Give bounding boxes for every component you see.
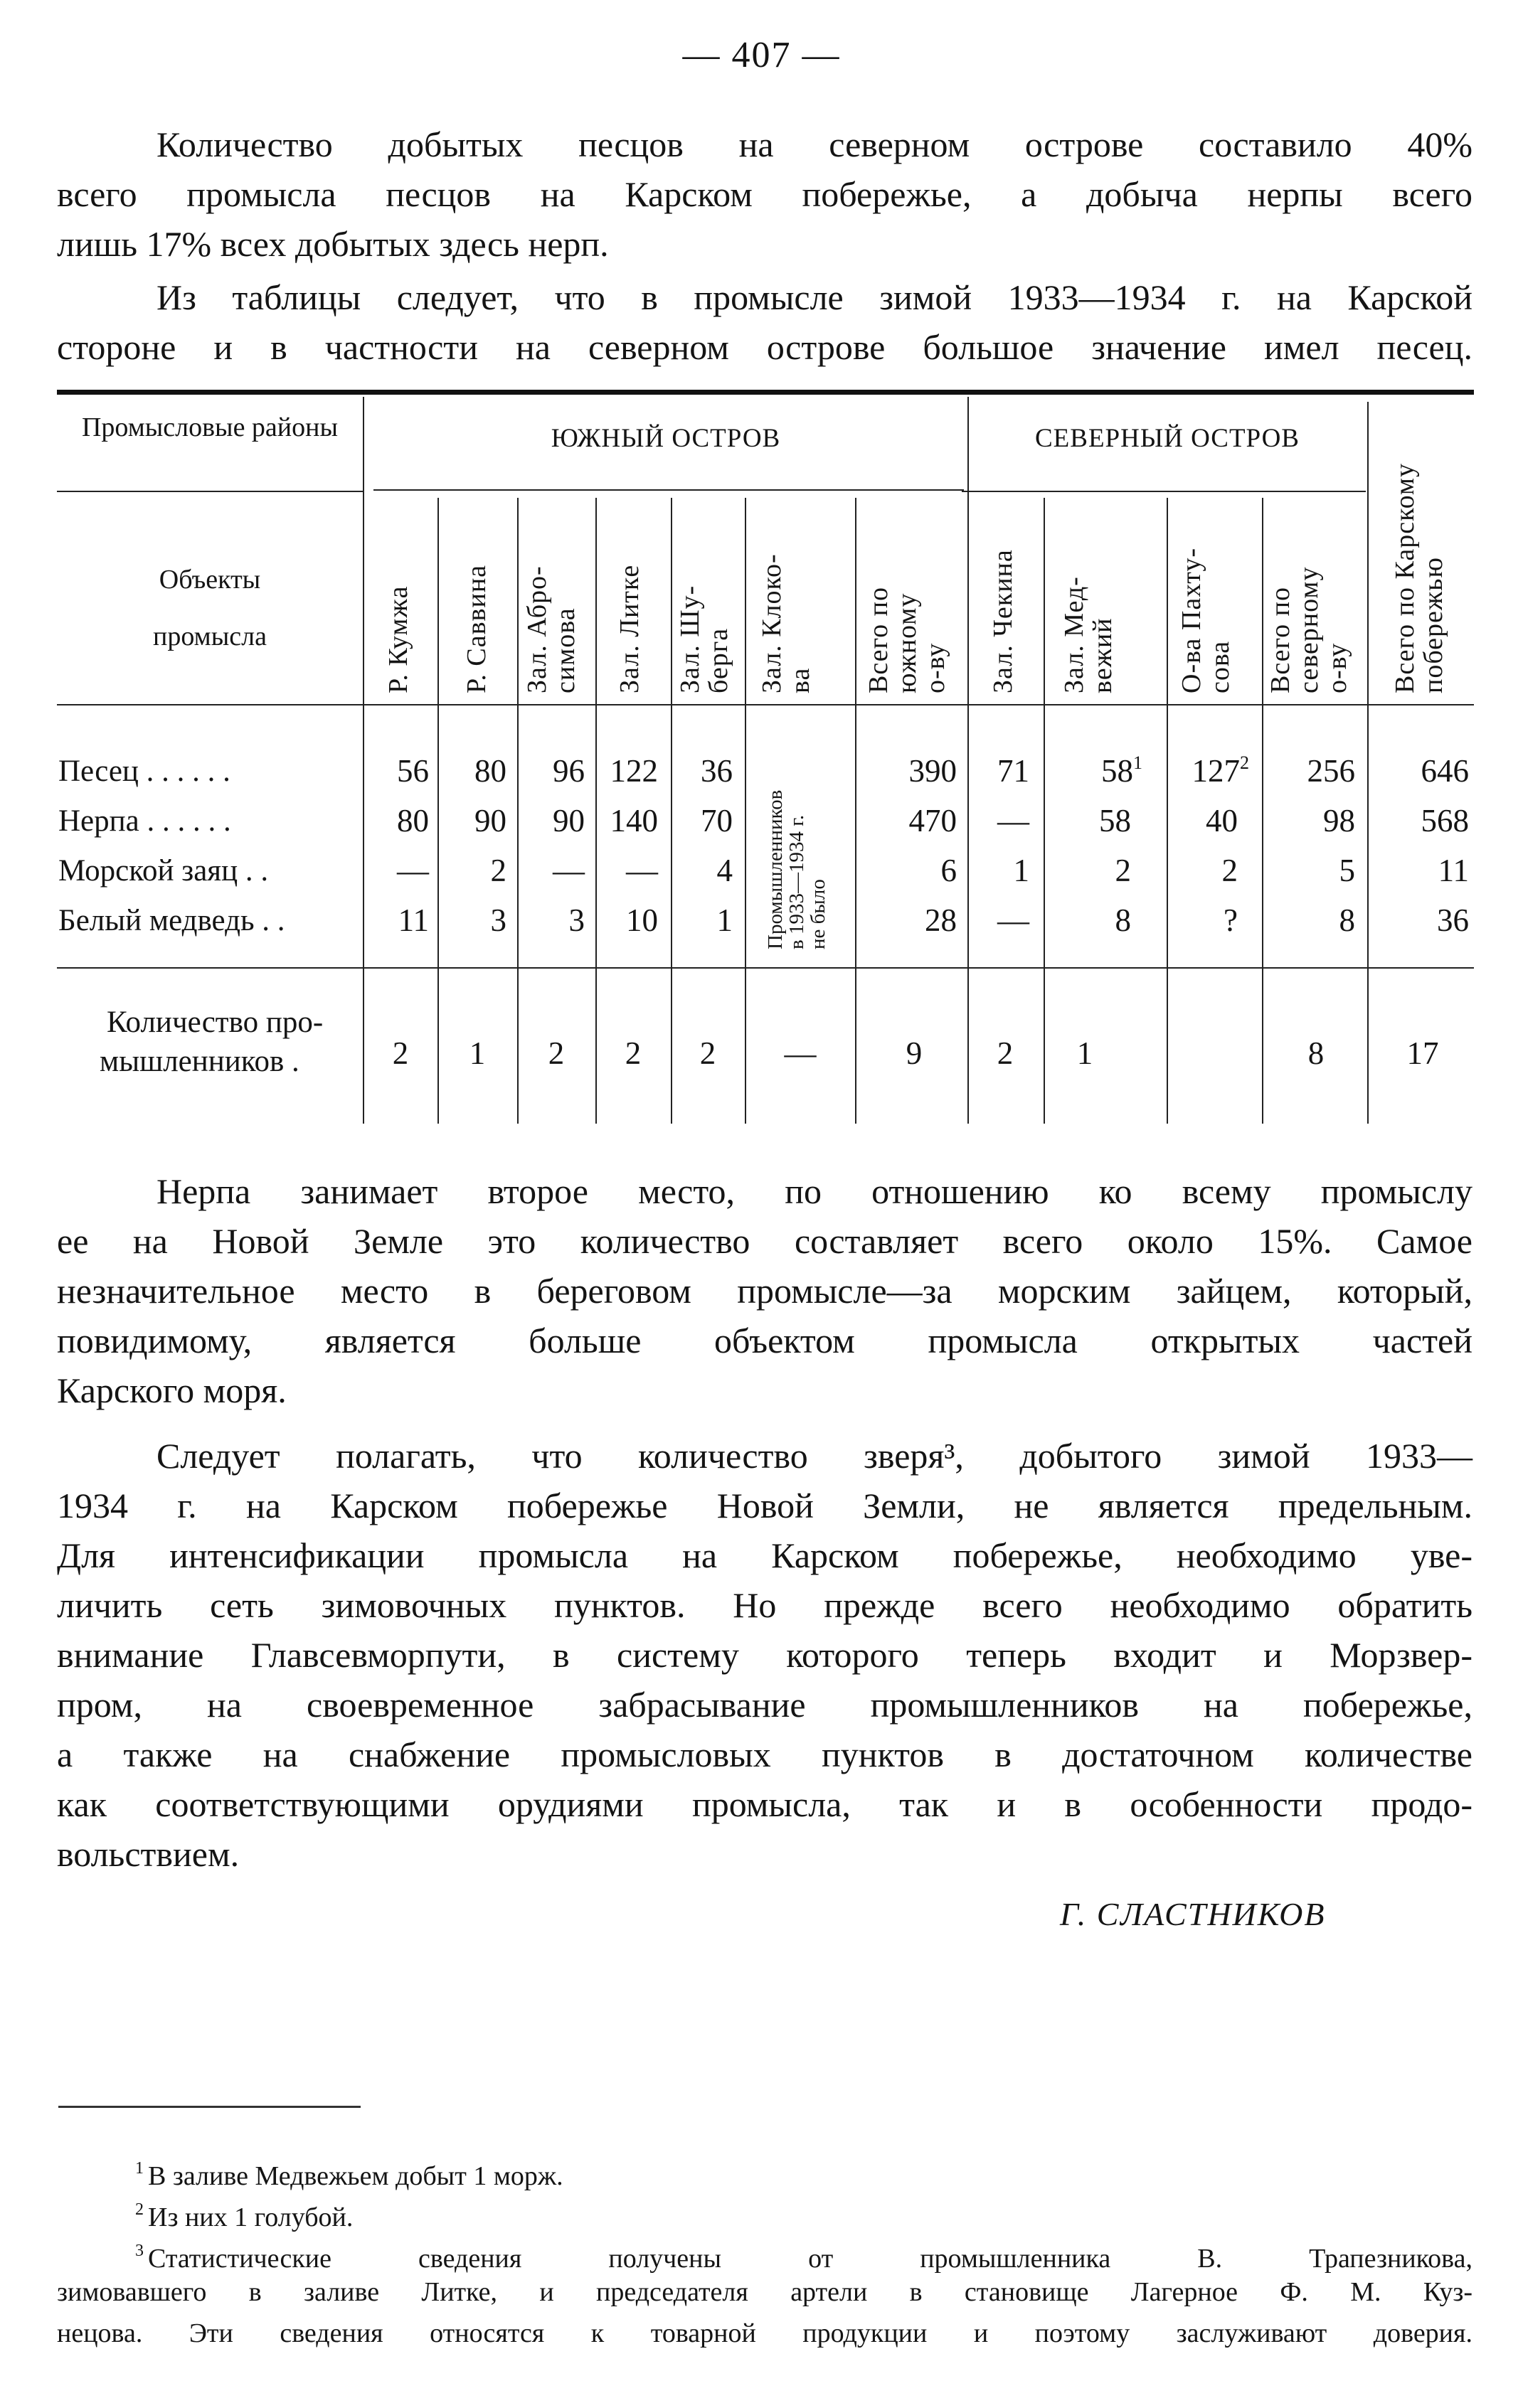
column-header	[384, 585, 413, 693]
cell-value: 5	[1339, 853, 1355, 888]
south-group-divider	[373, 489, 964, 491]
cell-value: 80	[397, 803, 429, 838]
cell-value: —	[553, 853, 585, 888]
hunters-cell: 1	[1076, 1035, 1093, 1071]
column-header-line: южному	[892, 592, 922, 693]
corner-divider	[57, 491, 363, 492]
table-cell	[1384, 752, 1469, 789]
footnote-1	[57, 2148, 1472, 2189]
table-cell	[499, 752, 585, 789]
page-number: — 407 —	[682, 35, 841, 75]
cell-value: 96	[553, 753, 585, 789]
table-cell	[1270, 752, 1355, 789]
column-header	[615, 565, 644, 693]
column-header	[758, 553, 814, 693]
text-line: незначительное место в береговом промысле—за морским зайцем, который,	[57, 1271, 1472, 1311]
cell-value: 58	[1101, 753, 1133, 789]
hunters-cell: 9	[906, 1035, 923, 1071]
cell-value: 6	[940, 853, 957, 888]
column-divider	[1262, 498, 1263, 1124]
table-cell	[573, 902, 658, 939]
table-cell	[573, 752, 658, 789]
text-line: Количество добытых песцов на северном острове составило 40%	[156, 124, 1472, 164]
cell-value: 10	[626, 902, 658, 938]
column-header-line: ва	[785, 667, 815, 693]
column-header-line: побережью	[1418, 557, 1448, 693]
column-divider	[1044, 498, 1045, 1124]
hunters-cell: 2	[997, 1035, 1014, 1071]
column-header-line: симова	[551, 607, 580, 693]
hunters-cell: —	[784, 1035, 817, 1071]
cell-value: 36	[1437, 902, 1469, 938]
hunters-cell: 1	[469, 1035, 486, 1071]
table-cell	[1384, 802, 1469, 839]
paragraph-1	[57, 119, 1472, 269]
column-header	[1177, 548, 1234, 693]
table-cell	[344, 902, 429, 939]
note-line: в 1933—1934 г.	[785, 814, 808, 949]
table-cell	[573, 802, 658, 839]
column-header-line: Зал. Абро-	[522, 565, 552, 693]
footnotes	[57, 2148, 1472, 2354]
column-header-line: Р. Кумжа	[383, 585, 413, 693]
hunters-row-label	[100, 1003, 323, 1081]
table-cell	[344, 852, 429, 889]
paragraph-4	[57, 1431, 1472, 1879]
footnote-text: Статистические сведения получены от промышленника В. Трапезникова,	[148, 2244, 1472, 2274]
cell-value: 56	[397, 753, 429, 789]
hunters-cell: 8	[1307, 1035, 1325, 1071]
cell-value: 28	[925, 902, 957, 938]
column-header	[1060, 576, 1117, 693]
text-line: как соответствующими орудиями промысла, так и в особенности продо-	[57, 1784, 1472, 1824]
label-line: мышленников .	[100, 1045, 299, 1078]
footnote-ref: 2	[1240, 752, 1249, 773]
note-line: не было	[807, 879, 829, 949]
text-line: лишь 17% всех добытых здесь нерп.	[57, 224, 609, 264]
cell-value: 36	[701, 753, 733, 789]
cell-value: 70	[701, 803, 733, 838]
row-label: Морской заяц . .	[58, 854, 269, 888]
footnote-2	[57, 2189, 1472, 2230]
cell-value: —	[997, 803, 1029, 838]
footnote-3-cont: нецова. Эти сведения относятся к товарной продукции и поэтому заслуживают доверия.	[57, 2318, 1472, 2348]
table-cell	[944, 902, 1029, 939]
text-line: повидимому, является больше объектом промысла открытых частей	[57, 1321, 1472, 1360]
cell-value: —	[397, 853, 429, 888]
cell-value: 140	[610, 803, 658, 838]
column-divider	[1367, 402, 1369, 1124]
cell-value: 8	[1339, 902, 1355, 938]
footnote-text: Из них 1 голубой.	[148, 2202, 354, 2232]
cell-value: 470	[908, 803, 957, 838]
hunters-cell: 2	[625, 1035, 642, 1071]
cell-value: 71	[997, 753, 1029, 789]
table-cell	[344, 752, 429, 789]
row-label: Песец . . . . . .	[58, 755, 230, 788]
cell-value: 122	[610, 753, 658, 789]
cell-value: —	[626, 853, 658, 888]
author-signature: Г. СЛАСТНИКОВ	[1060, 1896, 1326, 1932]
footnote-ref: 1	[1133, 752, 1142, 773]
column-header	[462, 565, 491, 693]
column-header-line: Зал. Шу-	[675, 585, 705, 693]
cell-value: 1	[1013, 853, 1029, 888]
row-label: Белый медведь . .	[58, 904, 285, 937]
cell-value: 568	[1421, 803, 1469, 838]
table-cell	[944, 752, 1029, 789]
note-line: Промышленников	[764, 789, 787, 949]
cell-value: 11	[1438, 853, 1469, 888]
cell-value: 90	[474, 803, 506, 838]
cell-value: 646	[1421, 753, 1469, 789]
cell-value: 11	[398, 902, 429, 938]
table-cell	[421, 752, 506, 789]
column-header	[1391, 463, 1448, 693]
column-header-line: Всего по	[864, 586, 893, 693]
label-line: Количество про-	[107, 1006, 324, 1039]
column-divider	[855, 498, 856, 1124]
table-top-rule	[57, 390, 1474, 395]
table-cell	[647, 802, 733, 839]
column-header	[523, 565, 580, 693]
table-cell	[1046, 802, 1131, 839]
hunters-separator	[57, 967, 1474, 969]
table-cell	[421, 852, 506, 889]
column-header	[676, 585, 733, 693]
table-cell	[1152, 802, 1238, 839]
table-cell	[1164, 752, 1249, 789]
cell-value: 3	[568, 902, 585, 938]
text-line: Карского моря.	[57, 1370, 287, 1410]
cell-value: 2	[1221, 853, 1238, 888]
column-header-line: о-ву	[1322, 642, 1352, 693]
table-cell	[647, 752, 733, 789]
table-cell	[1046, 852, 1131, 889]
cell-value: 2	[1115, 853, 1131, 888]
text-line: внимание Главсевморпути, в систему которого теперь входит и Морзвер-	[57, 1635, 1472, 1675]
text-line: 1934 г. на Карском побережье Новой Земли, не является предельным.	[57, 1486, 1472, 1525]
column-header	[989, 549, 1017, 693]
text-line: всего промысла песцов на Карском побережье, а добыча нерпы всего	[57, 174, 1472, 214]
column-header	[1266, 567, 1352, 693]
text-line: вольствием.	[57, 1834, 240, 1874]
cell-value: 80	[474, 753, 506, 789]
north-group-divider	[962, 491, 1366, 492]
cell-value: 256	[1307, 753, 1355, 789]
paragraph-2	[57, 272, 1472, 372]
hunters-cell: 2	[699, 1035, 716, 1071]
table-cell	[944, 852, 1029, 889]
table-cell	[421, 802, 506, 839]
group-header-north-island: СЕВЕРНЫЙ ОСТРОВ	[1035, 424, 1300, 453]
cell-value: 40	[1206, 803, 1238, 838]
column-header-line: О-ва Пахту-	[1177, 547, 1206, 693]
cell-value: 1	[716, 902, 733, 938]
text-line: а также на снабжение промысловых пунктов в достаточном количестве	[57, 1735, 1472, 1774]
paragraph-3	[57, 1166, 1472, 1415]
cell-value: 3	[490, 902, 506, 938]
cell-value: —	[997, 902, 1029, 938]
column-header-line: Зал. Клоко-	[757, 553, 787, 693]
table-cell	[499, 902, 585, 939]
cell-value: ?	[1224, 902, 1238, 938]
text-line: ее на Новой Земле это количество составляет всего около 15%. Самое	[57, 1221, 1472, 1261]
text-line: Из таблицы следует, что в промысле зимой 1933—1934 г. на Карской	[156, 277, 1472, 317]
corner-header-regions: Промысловые районы	[81, 412, 339, 442]
text-line: Следует полагать, что количество зверя³, добытого зимой 1933—	[156, 1436, 1472, 1476]
cell-value: 127	[1192, 753, 1240, 789]
table-cell	[647, 852, 733, 889]
cell-value: 390	[908, 753, 957, 789]
cell-value: 4	[716, 853, 733, 888]
cell-value: 98	[1323, 803, 1355, 838]
table-cell	[944, 802, 1029, 839]
table-cell	[1384, 852, 1469, 889]
column-header	[864, 587, 950, 693]
column-header-line: сова	[1205, 640, 1235, 693]
column-header-line: вежий	[1088, 617, 1118, 693]
table-cell	[1152, 852, 1238, 889]
table-cell	[1046, 902, 1131, 939]
column-header-line: Всего по	[1265, 586, 1295, 693]
cell-value: 58	[1099, 803, 1131, 838]
column-divider	[745, 498, 746, 1124]
column-header-line: Зал. Чекина	[988, 549, 1018, 693]
text-line: Нерпа занимает второе место, по отношению ко всему промыслу	[156, 1171, 1472, 1211]
table-cell	[1270, 852, 1355, 889]
table-cell	[1384, 902, 1469, 939]
table-cell	[573, 852, 658, 889]
table-cell	[421, 902, 506, 939]
column-header-line: Зал. Мед-	[1059, 576, 1089, 693]
footnote-mark: 2	[135, 2200, 144, 2219]
column-header-line: Р. Саввина	[462, 564, 492, 693]
cell-value: 2	[490, 853, 506, 888]
footnote-3	[57, 2230, 1472, 2274]
footnote-mark: 1	[135, 2159, 144, 2178]
hunters-cell: 2	[392, 1035, 409, 1071]
klokova-no-hunters-note	[765, 790, 829, 949]
corner-header-objects: Объекты промысла	[153, 565, 267, 651]
text-line: личить сеть зимовочных пунктов. Но прежде всего необходимо обратить	[57, 1585, 1472, 1625]
table-cell	[647, 902, 733, 939]
hunters-cell: 2	[548, 1035, 565, 1071]
hunters-cell: 17	[1406, 1035, 1439, 1071]
column-header-line: берга	[704, 627, 733, 693]
footnote-text: В заливе Медвежьем добыт 1 морж.	[148, 2161, 563, 2191]
footnote-rule	[58, 2106, 361, 2108]
table-cell	[1270, 802, 1355, 839]
column-header-line: о-ву	[920, 642, 950, 693]
table-cell	[499, 852, 585, 889]
table-cell	[1057, 752, 1142, 789]
table-cell	[1152, 902, 1238, 939]
text-line: Для интенсификации промысла на Карском побережье, необходимо уве-	[57, 1535, 1472, 1575]
footnote-3-cont: зимовавшего в заливе Литке, и председателя артели в становище Лагерное Ф. М. Куз-	[57, 2277, 1472, 2307]
cell-value: 8	[1115, 902, 1131, 938]
footnote-mark: 3	[135, 2242, 144, 2260]
column-header-line: северному	[1294, 566, 1324, 693]
column-header-line: Всего по Карскому	[1390, 463, 1420, 693]
table-cell	[344, 802, 429, 839]
text-line: стороне и в частности на северном острове большое значение имел песец.	[57, 327, 1472, 367]
table-cell	[499, 802, 585, 839]
row-label: Нерпа . . . . . .	[58, 804, 231, 838]
text-line: пром, на своевременное забрасывание промышленников на побережье,	[57, 1685, 1472, 1725]
column-header-line: Зал. Литке	[615, 564, 644, 693]
group-header-south-island: ЮЖНЫЙ ОСТРОВ	[551, 424, 781, 453]
cell-value: 90	[553, 803, 585, 838]
table-cell	[1270, 902, 1355, 939]
